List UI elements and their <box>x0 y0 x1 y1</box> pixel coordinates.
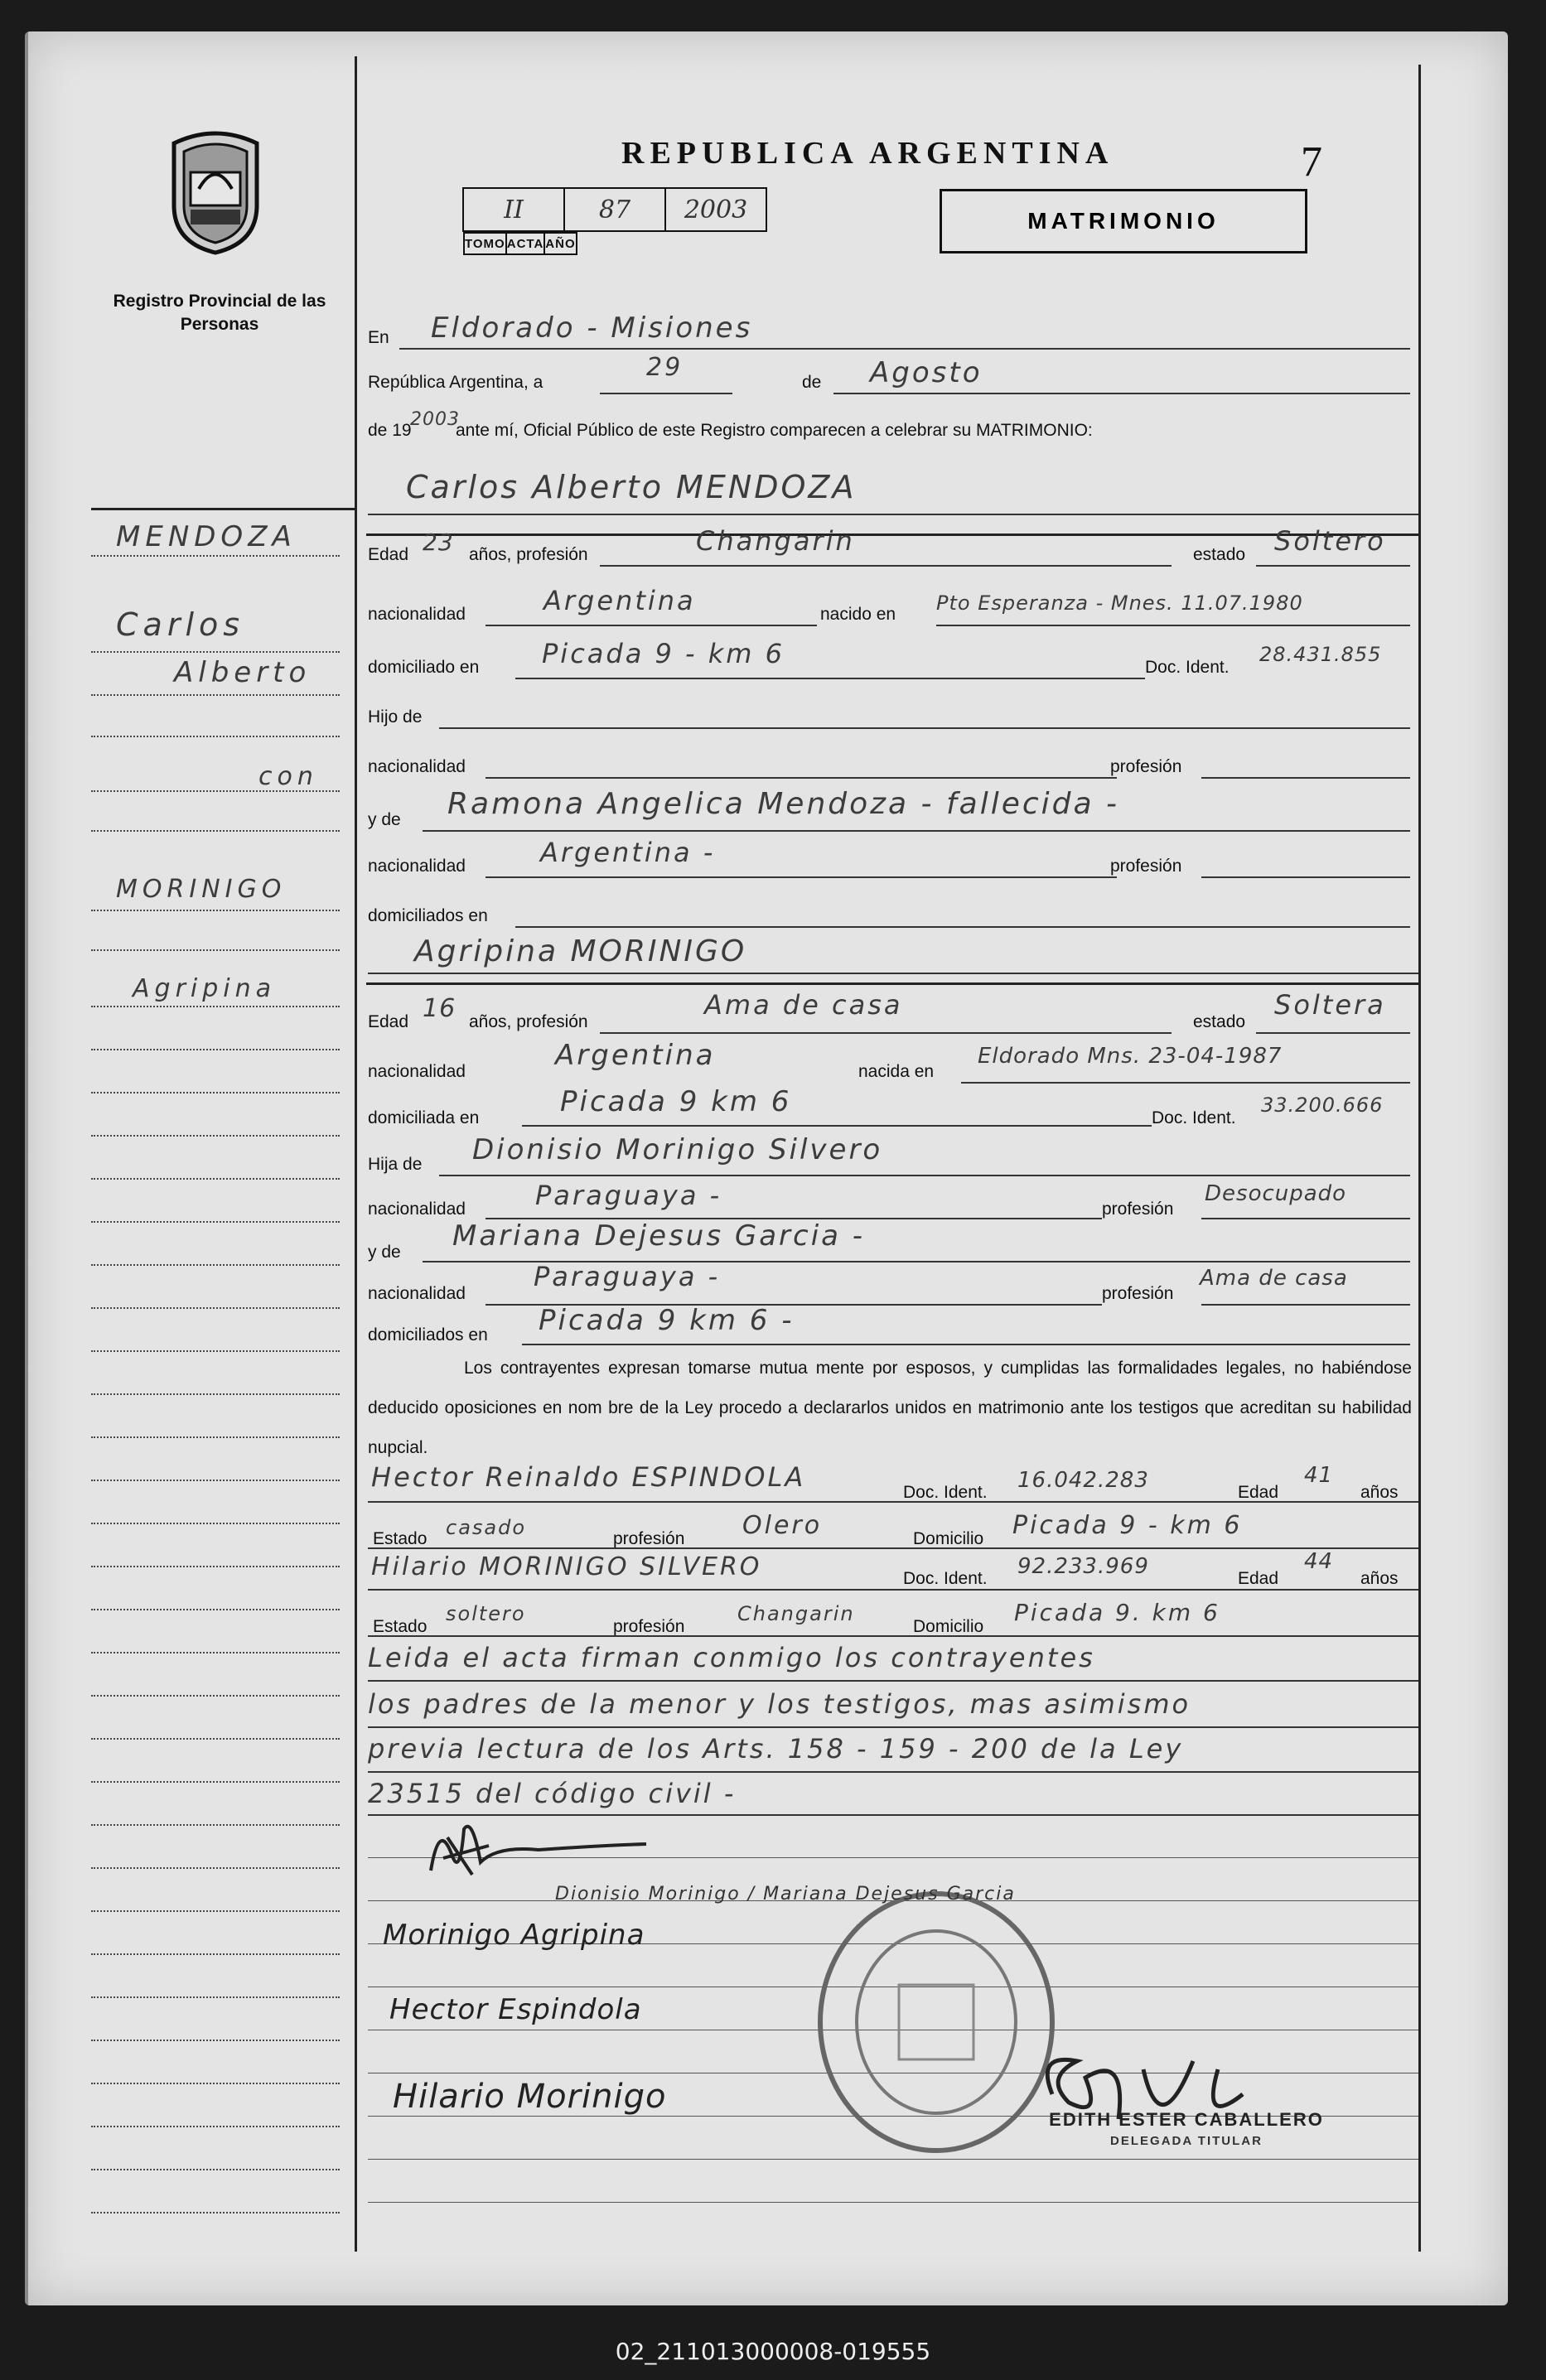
groom-estado-label: estado <box>1193 545 1246 564</box>
bride-nationality: Argentina <box>555 1039 716 1072</box>
line <box>399 348 1410 350</box>
line <box>368 1771 1418 1773</box>
witness2-doc: 92.233.969 <box>1017 1554 1149 1579</box>
witness1-prof-label: profesión <box>613 1529 685 1548</box>
official-round-stamp <box>808 1885 1065 2159</box>
margin-dots <box>91 1178 340 1180</box>
margin-dots <box>91 1221 340 1223</box>
witness2-profession: Changarin <box>737 1602 855 1625</box>
line <box>600 393 732 394</box>
line <box>368 1589 1418 1591</box>
margin-dots <box>91 651 340 653</box>
line <box>1201 876 1410 878</box>
bride-hija-label: Hija de <box>368 1155 423 1174</box>
margin-dots <box>91 736 340 737</box>
margin-dots <box>91 1738 340 1740</box>
official-role-stamp: DELEGADA TITULAR <box>1110 2134 1263 2148</box>
margin-dots <box>91 1609 340 1610</box>
republica-label: República Argentina, a <box>368 373 544 392</box>
line <box>368 2202 1418 2203</box>
margin-dots <box>91 1480 340 1481</box>
groom-mother-nationality: Argentina - <box>540 837 716 868</box>
de-year-label: de 19 <box>368 421 412 440</box>
margin-dots <box>91 1436 340 1438</box>
bride-father-prof-label: profesión <box>1102 1200 1174 1219</box>
margin-dots <box>91 1910 340 1912</box>
line <box>515 926 1410 928</box>
margin-dots <box>91 1996 340 1998</box>
groom-domicilio-label: domiciliado en <box>368 658 480 677</box>
groom-mother-prof-label: profesión <box>1110 857 1182 876</box>
line <box>439 1175 1410 1176</box>
groom-profesion-label: años, profesión <box>469 545 588 564</box>
bride-profession: Ama de casa <box>704 989 903 1021</box>
witness1-edad-label: Edad <box>1238 1483 1279 1502</box>
witness2-edad-label: Edad <box>1238 1569 1279 1588</box>
margin-dots <box>91 1523 340 1524</box>
groom-nacido-label: nacido en <box>820 605 896 624</box>
margin-dots <box>91 910 340 911</box>
bride-parents-dom-label: domiciliados en <box>368 1325 488 1344</box>
signature-hilario-morinigo: Hilario Morinigo <box>393 2078 667 2116</box>
bride-nacionalidad-label: nacionalidad <box>368 1062 466 1081</box>
line <box>423 830 1410 832</box>
margin-groom-given1: Carlos <box>116 606 245 643</box>
margin-dots <box>91 1953 340 1955</box>
witness2-prof-label: profesión <box>613 1617 685 1636</box>
line <box>368 1726 1418 1728</box>
bride-estado-label: estado <box>1193 1012 1246 1031</box>
margin-dots <box>91 2126 340 2127</box>
witness2-dom-label: Domicilio <box>913 1617 984 1636</box>
groom-domicile: Picada 9 - km 6 <box>542 638 785 669</box>
groom-civil-status: Soltero <box>1274 525 1386 557</box>
margin-dots <box>91 694 340 696</box>
witness2-age: 44 <box>1304 1549 1334 1574</box>
line <box>368 514 1418 515</box>
line <box>961 1082 1410 1084</box>
margin-dots <box>91 1781 340 1783</box>
margin-dots <box>91 1867 340 1869</box>
bride-father-profession: Desocupado <box>1205 1181 1347 1206</box>
bride-edad-label: Edad <box>368 1012 409 1031</box>
line <box>368 1501 1418 1503</box>
margin-dots <box>91 2212 340 2213</box>
signature-mendoza <box>414 1813 663 1887</box>
ano-value: 2003 <box>665 188 766 231</box>
witness1-civil-status: casado <box>446 1516 527 1539</box>
line <box>1201 1304 1410 1306</box>
appearance-statement: ante mí, Oficial Público de este Registro comparecen a celebrar su MATRIMONIO: <box>456 421 1093 440</box>
right-border <box>1418 65 1421 2252</box>
margin-groom-surname: MENDOZA <box>116 520 297 553</box>
margin-divider <box>355 56 357 2252</box>
margin-dots <box>91 1264 340 1266</box>
witness1-age: 41 <box>1304 1463 1334 1488</box>
margin-dots <box>91 1049 340 1050</box>
bride-yde-label: y de <box>368 1243 401 1262</box>
line <box>936 625 1410 626</box>
witness2-anos-label: años <box>1360 1569 1399 1588</box>
margin-dots <box>91 1824 340 1826</box>
marriage-day: 29 <box>646 353 684 382</box>
line <box>600 1032 1172 1034</box>
margin-dots <box>91 1006 340 1007</box>
witness2-civil-status: soltero <box>446 1602 526 1625</box>
margin-dots <box>91 555 340 557</box>
line <box>600 565 1172 567</box>
margin-bride-given: Agripina <box>133 974 277 1003</box>
country-heading: REPUBLICA ARGENTINA <box>621 136 1114 171</box>
margin-dots <box>91 1695 340 1697</box>
bride-nacida-label: nacida en <box>858 1062 935 1081</box>
bride-mother-prof-label: profesión <box>1102 1284 1174 1303</box>
official-name-stamp: EDITH ESTER CABALLERO <box>1049 2109 1324 2130</box>
bride-father-nat-label: nacionalidad <box>368 1200 466 1219</box>
registry-name: Registro Provincial de las Personas <box>113 292 326 334</box>
groom-father-prof-label: profesión <box>1110 757 1182 776</box>
margin-dots <box>91 1135 340 1137</box>
witness1-dom-label: Domicilio <box>913 1529 984 1548</box>
line <box>486 876 1117 878</box>
bride-full-name: Agripina MORINIGO <box>414 934 747 968</box>
marriage-place: Eldorado - Misiones <box>431 311 753 345</box>
witness1-name: Hector Reinaldo ESPINDOLA <box>371 1461 806 1493</box>
margin-divider-top <box>91 508 355 510</box>
margin-dots <box>91 830 340 832</box>
groom-mother-nat-label: nacionalidad <box>368 857 466 876</box>
signature-espindola: Hector Espindola <box>389 1993 642 2026</box>
bride-mother-nationality: Paraguaya - <box>534 1261 721 1292</box>
bride-domicilio-label: domiciliada en <box>368 1108 480 1127</box>
line <box>833 393 1410 394</box>
groom-father-nat-label: nacionalidad <box>368 757 466 776</box>
groom-parents-dom-label: domiciliados en <box>368 906 488 925</box>
acta-label: ACTA <box>506 233 545 254</box>
groom-doc-label: Doc. Ident. <box>1145 658 1230 677</box>
document-type-box: MATRIMONIO <box>940 189 1307 253</box>
line <box>522 1344 1410 1345</box>
record-page <box>25 31 1508 2305</box>
witness1-profession: Olero <box>742 1511 823 1540</box>
line <box>368 1680 1418 1682</box>
line <box>1256 565 1410 567</box>
bride-mother-nat-label: nacionalidad <box>368 1284 466 1303</box>
page-number: 7 <box>1301 138 1322 186</box>
line <box>515 678 1145 679</box>
line <box>486 777 1117 779</box>
closing-line-4: 23515 del código civil - <box>368 1778 737 1809</box>
margin-dots <box>91 1393 340 1395</box>
section-divider <box>366 533 1418 536</box>
line <box>1201 777 1410 779</box>
margin-dots <box>91 949 340 951</box>
bride-birth-place: Eldorado Mns. 23-04-1987 <box>978 1044 1283 1069</box>
line <box>368 2159 1418 2160</box>
bride-father-nationality: Paraguaya - <box>535 1180 722 1211</box>
groom-yde-label: y de <box>368 810 401 829</box>
witness1-anos-label: años <box>1360 1483 1399 1502</box>
groom-nationality: Argentina <box>544 585 696 616</box>
margin-dots <box>91 1350 340 1352</box>
closing-line-2: los padres de la menor y los testigos, mas asimismo <box>368 1688 1191 1720</box>
bride-doc-number: 33.200.666 <box>1261 1093 1384 1117</box>
witness1-doc-label: Doc. Ident. <box>903 1483 988 1502</box>
declaration-paragraph: Los contrayentes expresan tomarse mutua mente por esposos, y cumplidas las formalidades legales, no habiéndose deducido oposiciones en nom bre de la Ley procedo a declararlos unidos en matrimonio ante los testigos que acreditan su habilidad nupcial. <box>368 1359 1412 1457</box>
witness1-estado-label: Estado <box>373 1529 428 1548</box>
tomo-label: TOMO <box>464 233 506 254</box>
groom-mother-name: Ramona Angelica Mendoza - fallecida - <box>447 787 1119 821</box>
line <box>368 1547 1418 1549</box>
margin-dots <box>91 1092 340 1093</box>
witness2-domicile: Picada 9. km 6 <box>1014 1599 1220 1626</box>
closing-line-3: previa lectura de los Arts. 158 - 159 - 200 de la Ley <box>368 1733 1184 1764</box>
bride-civil-status: Soltera <box>1274 989 1386 1021</box>
line <box>368 973 1418 974</box>
margin-dots <box>91 1307 340 1309</box>
witness2-doc-label: Doc. Ident. <box>903 1569 988 1588</box>
margin-dots <box>91 2040 340 2041</box>
bride-parents-domicile: Picada 9 km 6 - <box>539 1304 795 1337</box>
witness1-doc: 16.042.283 <box>1017 1468 1149 1493</box>
line <box>486 625 817 626</box>
section-divider <box>366 982 1418 985</box>
witness1-domicile: Picada 9 - km 6 <box>1012 1511 1243 1540</box>
margin-dots <box>91 1652 340 1653</box>
marriage-year: 2003 <box>410 409 460 430</box>
left-edge <box>25 31 28 2305</box>
groom-nacionalidad-label: nacionalidad <box>368 605 466 624</box>
line <box>1256 1032 1410 1034</box>
margin-dots <box>91 790 340 792</box>
margin-groom-given2: Alberto <box>174 656 312 689</box>
margin-dots <box>91 2083 340 2084</box>
closing-line-1: Leida el acta firman conmigo los contrayentes <box>368 1642 1095 1673</box>
reference-table <box>462 187 767 251</box>
margin-conjunction: con <box>258 762 318 791</box>
groom-age: 23 <box>423 529 454 556</box>
bride-father-name: Dionisio Morinigo Silvero <box>472 1133 883 1166</box>
groom-hijo-label: Hijo de <box>368 707 423 727</box>
bride-age: 16 <box>423 994 457 1023</box>
ano-label: AÑO <box>544 233 576 254</box>
line <box>522 1125 1152 1127</box>
margin-bride-surname: MORINIGO <box>116 875 287 904</box>
witness2-name: Hilario MORINIGO SILVERO <box>371 1552 762 1581</box>
groom-full-name: Carlos Alberto MENDOZA <box>406 469 857 505</box>
groom-profession: Changarin <box>696 525 855 557</box>
file-id-caption: 02_211013000008-019555 <box>615 2338 931 2365</box>
line <box>368 1635 1418 1637</box>
bride-profesion-label: años, profesión <box>469 1012 588 1031</box>
groom-birth-place: Pto Esperanza - Mnes. 11.07.1980 <box>936 591 1303 615</box>
marriage-month: Agosto <box>870 356 983 389</box>
bride-mother-name: Mariana Dejesus Garcia - <box>452 1219 866 1253</box>
witness2-estado-label: Estado <box>373 1617 428 1636</box>
tomo-value: II <box>463 188 564 231</box>
margin-dots <box>91 1566 340 1567</box>
acta-value: 87 <box>564 188 665 231</box>
line <box>1201 1218 1410 1219</box>
bride-doc-label: Doc. Ident. <box>1152 1108 1236 1127</box>
bride-mother-profession: Ama de casa <box>1200 1266 1348 1291</box>
provincial-seal-logo <box>166 127 265 255</box>
groom-doc-number: 28.431.855 <box>1259 643 1382 666</box>
signature-parents: Dionisio Morinigo / Mariana Dejesus Garcia <box>555 1884 1016 1904</box>
margin-dots <box>91 2169 340 2170</box>
de-label: de <box>802 373 822 392</box>
groom-edad-label: Edad <box>368 545 409 564</box>
line <box>439 727 1410 729</box>
bride-domicile: Picada 9 km 6 <box>560 1085 792 1118</box>
en-label: En <box>368 328 389 347</box>
signature-morinigo-agripina: Morinigo Agripina <box>383 1919 645 1952</box>
